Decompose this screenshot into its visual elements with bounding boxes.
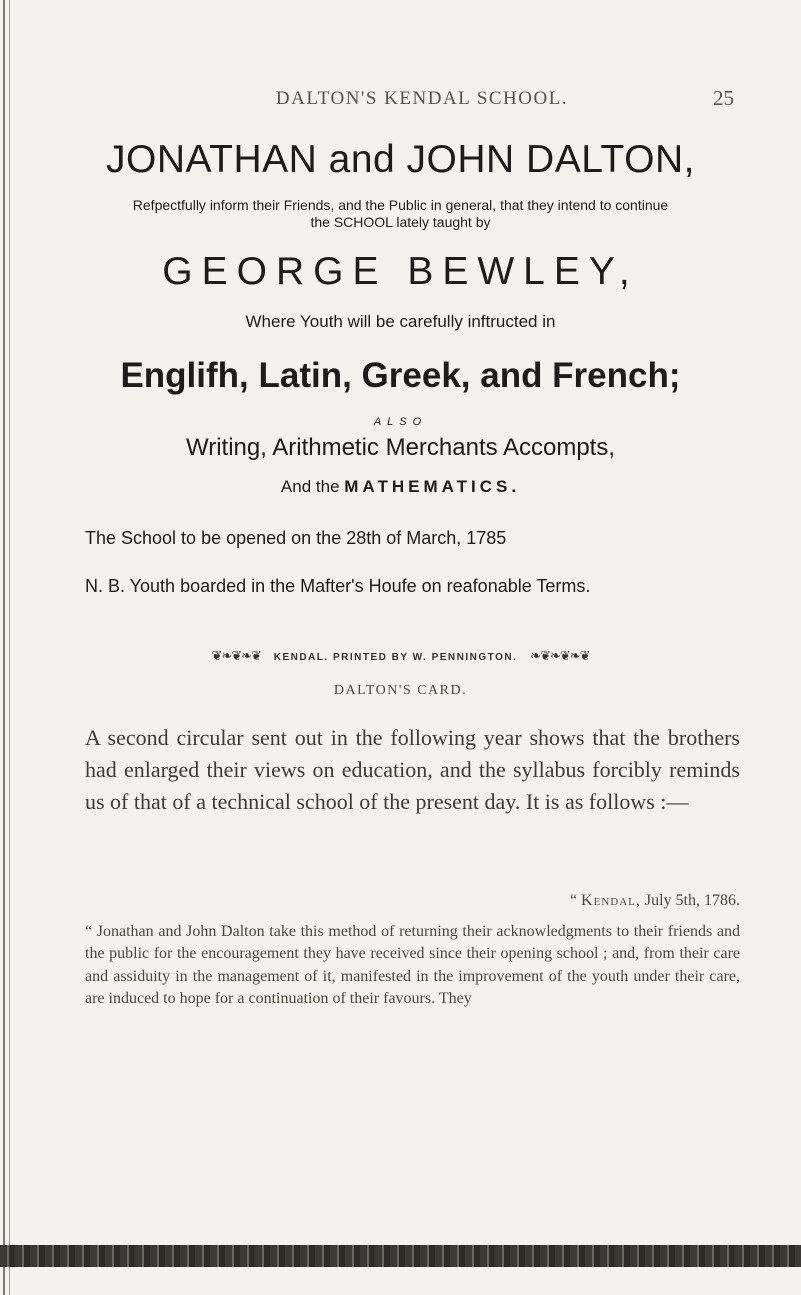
ornament-left: ❦❧❦❧❦ bbox=[211, 648, 261, 663]
card-title: JONATHAN and JOHN DALTON, bbox=[106, 138, 695, 181]
circular-date bbox=[85, 890, 740, 913]
card-opening-date: The School to be opened on the 28th of March, 1785 bbox=[85, 528, 507, 548]
body-paragraph: A second circular sent out in the following year shows that the brothers had enlarged their views on education, and the syllabus forcibly reminds us of that of a technical school of the present day. It is as follows :— bbox=[85, 725, 740, 814]
circular-date-text: July 5th, 1786. bbox=[644, 892, 740, 909]
card-languages: Englifh, Latin, Greek, and French; bbox=[120, 356, 681, 395]
card-intro-line2: the SCHOOL lately taught by bbox=[310, 214, 491, 230]
page-bottom-edge bbox=[0, 1245, 801, 1267]
circular-text: “ Jonathan and John Dalton take this method of returning their acknowledgments to their friends and the public for the encouragement they have received since their opening school ; and, from their care and assiduity in the management of it, manifested in the improvement of the youth under their care, are induced to hope for a continuation of their favours. They bbox=[85, 922, 740, 1007]
card-also: ALSO bbox=[373, 416, 428, 428]
card-intro-line1: Refpectfully inform their Friends, and the Public in general, that they intend to continue bbox=[132, 197, 669, 213]
card-printer-line bbox=[0, 648, 801, 664]
card-subjects: Writing, Arithmetic Merchants Accompts, bbox=[185, 434, 616, 461]
card-caption: DALTON'S CARD. bbox=[333, 683, 468, 698]
card-where: Where Youth will be carefully inftructed in bbox=[245, 312, 556, 331]
ornament-right: ❧❦❧❦❧❦ bbox=[530, 648, 590, 663]
printer-imprint: KENDAL. PRINTED BY W. PENNINGTON. bbox=[273, 652, 518, 663]
card-mathematics bbox=[0, 477, 801, 497]
circular-date-quote: “ bbox=[569, 892, 578, 909]
page-number: 25 bbox=[713, 86, 734, 110]
running-head: DALTON'S KENDAL SCHOOL. bbox=[275, 88, 569, 109]
card-mathematics-caps: MATHEMATICS. bbox=[344, 477, 521, 496]
card-intro bbox=[0, 197, 801, 231]
quoted-circular bbox=[85, 890, 740, 1011]
card-mathematics-prefix: And the bbox=[280, 477, 340, 496]
circular-place: Kendal, bbox=[581, 892, 641, 909]
card-teacher: GEORGE BEWLEY, bbox=[162, 250, 639, 293]
card-boarding-note: N. B. Youth boarded in the Mafter's Houfe on reafonable Terms. bbox=[85, 576, 591, 596]
